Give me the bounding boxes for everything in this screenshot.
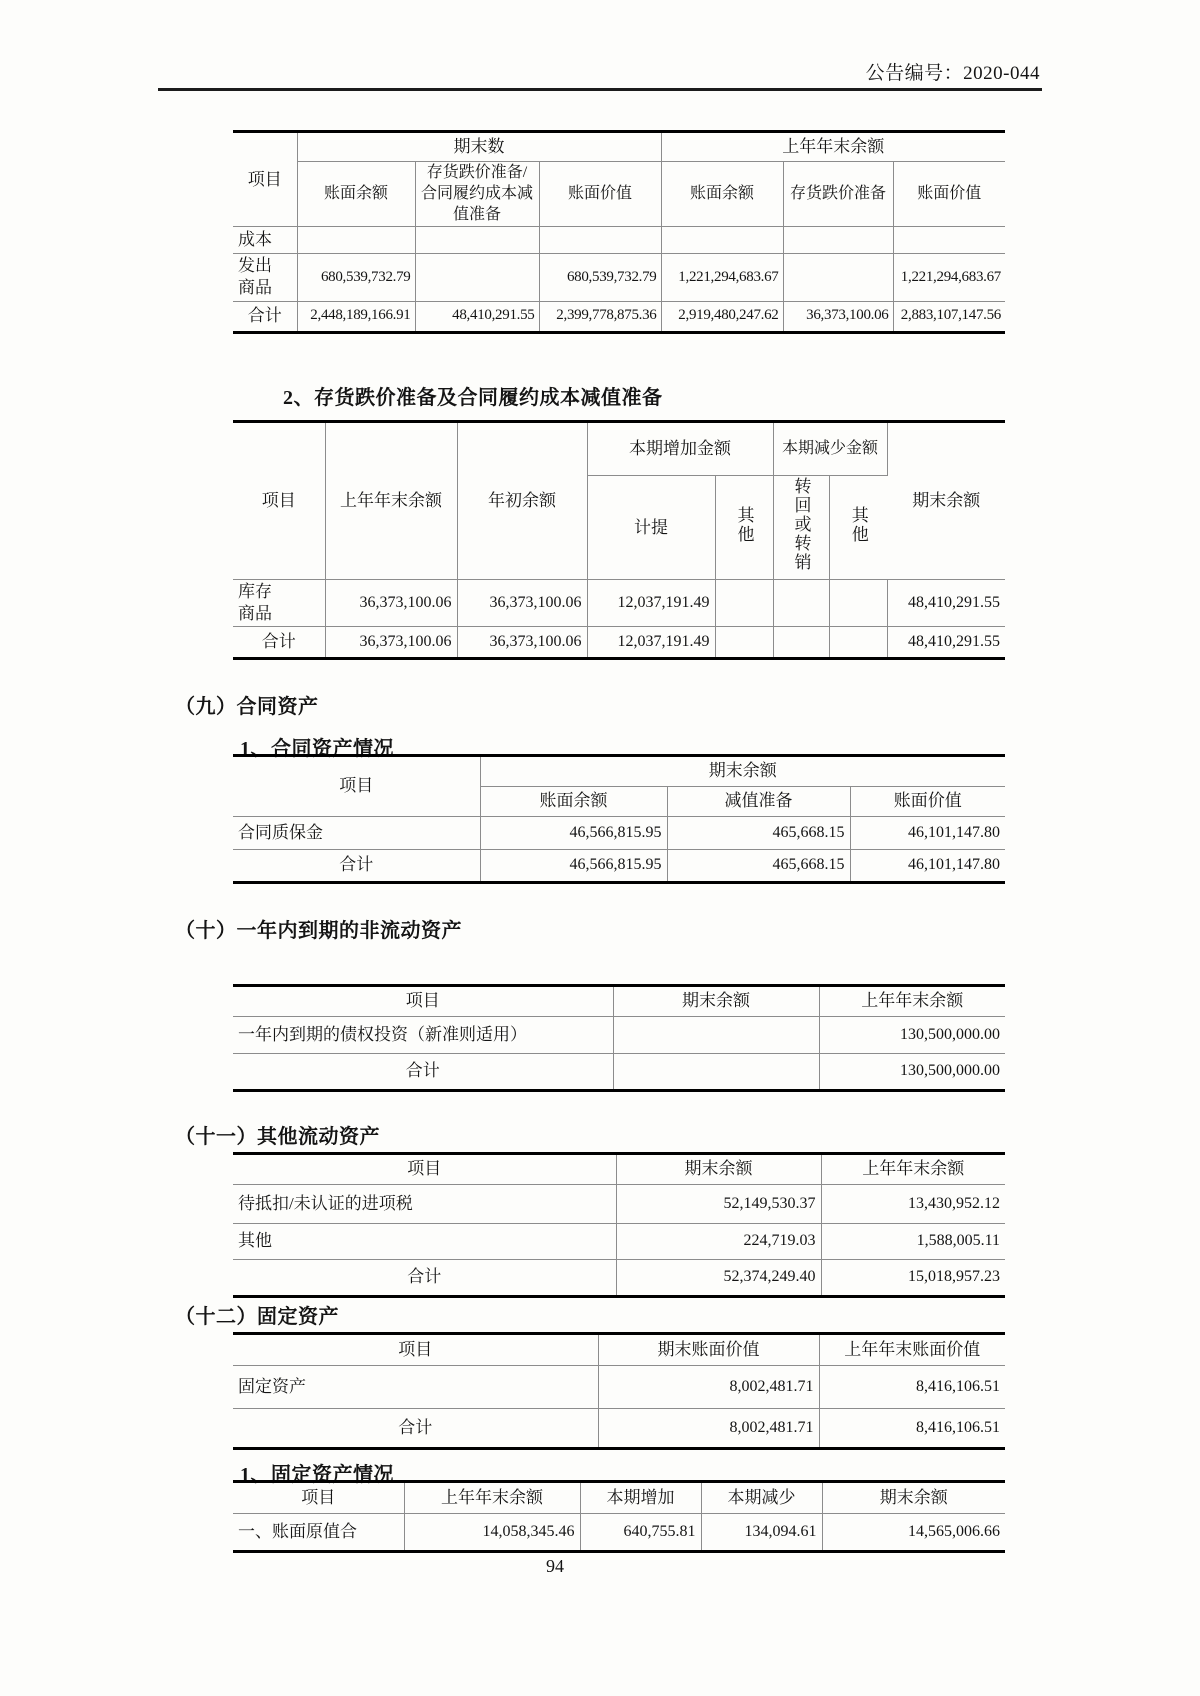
table-cell: 14,058,345.46: [404, 1514, 580, 1552]
column-header-provision: 存货跌价准备: [783, 162, 893, 227]
table-cell: [829, 580, 887, 627]
column-header-book-balance: 账面余额: [297, 162, 415, 227]
row-label-debt-investment: 一年内到期的债权投资（新准则适用）: [233, 1017, 613, 1054]
table-row: [233, 1185, 1005, 1224]
column-header-book-value: 账面价值: [539, 162, 661, 227]
table-cell: [415, 254, 539, 301]
other-current-assets-table: [233, 1152, 1005, 1298]
table-row: [233, 227, 1005, 254]
total-row: [233, 627, 1005, 659]
column-header-period-end: 期末余额: [613, 986, 819, 1017]
table-cell: 1,221,294,683.67: [893, 254, 1005, 301]
total-row: [233, 1054, 1005, 1091]
header-row: [233, 132, 1005, 162]
table-cell: 36,373,100.06: [325, 627, 457, 659]
column-header-period-end: 期末余额: [879, 1487, 948, 1507]
table-cell: 2,399,778,875.36: [539, 301, 661, 332]
inventory-provision-table: [233, 420, 1005, 660]
row-label-cost: 成本: [233, 227, 297, 254]
table-cell: [715, 627, 773, 659]
table-cell: 48,410,291.55: [415, 301, 539, 332]
table-cell: 36,373,100.06: [783, 301, 893, 332]
column-header-item: 项目: [233, 132, 297, 227]
table-cell: 48,410,291.55: [887, 580, 1005, 627]
column-header-prior-year: 上年年末余额: [862, 1159, 965, 1179]
table-cell: 465,668.15: [667, 817, 850, 850]
column-header-item: 项目: [233, 1482, 404, 1514]
column-header-year-begin: 年初余额: [457, 422, 587, 580]
table-cell: [783, 227, 893, 254]
table-cell: 8,002,481.71: [598, 1366, 819, 1409]
header-row: [233, 1482, 1005, 1514]
row-label-total: 合计: [233, 627, 325, 659]
table-cell: [829, 627, 887, 659]
contract-assets-table: [233, 754, 1005, 884]
column-header-other-increase: [715, 476, 773, 580]
section-heading-contract-assets: （九）合同资产: [175, 696, 319, 718]
table-row: [233, 1017, 1005, 1054]
section-heading-fixed-assets: （十二）固定资产: [175, 1306, 339, 1328]
table-cell: 640,755.81: [580, 1514, 701, 1552]
column-header-period-end: 期末余额: [616, 1154, 821, 1185]
row-label-retention-money: 合同质保金: [233, 817, 480, 850]
row-label-original-book-value: 一、账面原值合: [233, 1514, 404, 1552]
table-cell: 134,094.61: [701, 1514, 822, 1552]
table-cell: [773, 580, 829, 627]
table-cell: 1,588,005.11: [821, 1224, 1005, 1260]
column-header-reversal: [773, 476, 829, 580]
table-cell: 1,221,294,683.67: [661, 254, 783, 301]
row-label-goods-shipped: [233, 254, 297, 301]
row-label-total: 合计: [233, 1054, 613, 1091]
vertical-header-text: 其他: [734, 505, 754, 544]
table-cell: [661, 227, 783, 254]
table-cell: [715, 580, 773, 627]
table-cell: 680,539,732.79: [539, 254, 661, 301]
subsection-heading-fixed-assets-detail: 1、固定资产情况: [240, 1464, 394, 1486]
noncurrent-due-within-year-table: [233, 984, 1005, 1092]
row-label-text: 库存商品: [238, 582, 272, 624]
page-number: 94: [546, 1556, 564, 1576]
table-cell: 2,919,480,247.62: [661, 301, 783, 332]
table-cell: 465,668.15: [667, 850, 850, 883]
column-header-item: 项目: [233, 756, 480, 817]
table-cell: 2,448,189,166.91: [297, 301, 415, 332]
table-cell: 36,373,100.06: [457, 580, 587, 627]
table-cell: 46,566,815.95: [480, 850, 667, 883]
table-cell: 680,539,732.79: [297, 254, 415, 301]
table-cell: [613, 1054, 819, 1091]
row-label-total: 合计: [233, 1409, 598, 1449]
column-header-book-balance: 账面余额: [480, 787, 667, 817]
column-header-prior-year: 上年年末余额: [325, 422, 457, 580]
header-row: [233, 756, 1005, 787]
column-header-other-decrease: [829, 476, 887, 580]
row-label-total: 合计: [233, 1260, 616, 1297]
column-header-item: 项目: [233, 422, 325, 580]
row-label-total: 合计: [233, 301, 297, 332]
row-label-fixed-assets: 固定资产: [233, 1366, 598, 1409]
column-header-prior-year: 上年年末余额: [404, 1482, 580, 1514]
table-cell: [297, 227, 415, 254]
column-header-period-end: 期末余额: [912, 491, 981, 510]
table-row: [233, 254, 1005, 301]
table-cell: 14,565,006.66: [822, 1514, 1005, 1552]
header-row: [233, 162, 1005, 227]
section-heading-other-current-assets: （十一）其他流动资产: [175, 1126, 380, 1148]
column-header-accrual: 计提: [587, 476, 715, 580]
column-group-increase: 本期增加金额: [587, 422, 773, 476]
table-cell: [783, 254, 893, 301]
fixed-assets-table: [233, 1332, 1005, 1450]
inventory-breakdown-table: [233, 130, 1005, 334]
table-cell: 52,149,530.37: [616, 1185, 821, 1224]
table-cell: 8,416,106.51: [819, 1366, 1005, 1409]
column-header-increase: 本期增加: [580, 1482, 701, 1514]
table-cell: 8,416,106.51: [819, 1409, 1005, 1449]
column-header-end-book-value: 期末账面价值: [598, 1334, 819, 1366]
table-cell: 2,883,107,147.56: [893, 301, 1005, 332]
section-heading-inventory-provision: 2、存货跌价准备及合同履约成本减值准备: [283, 387, 663, 409]
column-header-decrease: 本期减少: [701, 1482, 822, 1514]
column-header-prior-book-value: 上年年末账面价值: [844, 1339, 981, 1359]
header-row: [233, 1334, 1005, 1366]
table-cell: 52,374,249.40: [616, 1260, 821, 1297]
row-label-total: 合计: [233, 850, 480, 883]
table-row: [233, 580, 1005, 627]
row-label-other: 其他: [233, 1224, 616, 1260]
column-header-provision: 减值准备: [667, 787, 850, 817]
table-cell: [893, 227, 1005, 254]
column-header-item: 项目: [233, 1334, 598, 1366]
table-cell: 130,500,000.00: [819, 1054, 1005, 1091]
table-cell: [773, 627, 829, 659]
table-cell: 12,037,191.49: [587, 580, 715, 627]
table-row: [233, 1514, 1005, 1552]
table-cell: 36,373,100.06: [325, 580, 457, 627]
table-row: [233, 817, 1005, 850]
table-cell: [613, 1017, 819, 1054]
total-row: [233, 1409, 1005, 1449]
table-cell: 46,101,147.80: [850, 850, 1005, 883]
row-label-text: 发出商品: [238, 256, 272, 298]
total-row: [233, 850, 1005, 883]
table-cell: 15,018,957.23: [821, 1260, 1005, 1297]
table-cell: 13,430,952.12: [821, 1185, 1005, 1224]
table-cell: 130,500,000.00: [819, 1017, 1005, 1054]
column-header-item: 项目: [233, 986, 613, 1017]
subsection-heading-contract-assets-detail: 1、合同资产情况: [240, 738, 394, 760]
fixed-assets-detail-table: [233, 1480, 1005, 1553]
table-cell: 48,410,291.55: [887, 627, 1005, 659]
column-header-item: 项目: [233, 1154, 616, 1185]
column-group-period-end: 期末数: [297, 132, 661, 162]
column-header-prior-year: 上年年末余额: [861, 991, 964, 1011]
header-divider: [158, 88, 1042, 91]
table-cell: 36,373,100.06: [457, 627, 587, 659]
vertical-header-text: 转回或转销: [791, 477, 811, 572]
table-row: [233, 1224, 1005, 1260]
vertical-header-text: 其他: [848, 505, 868, 544]
column-header-book-balance: 账面余额: [661, 162, 783, 227]
column-header-book-value: 账面价值: [893, 162, 1005, 227]
table-cell: 8,002,481.71: [598, 1409, 819, 1449]
column-group-prior-year: 上年年末余额: [782, 136, 885, 156]
column-group-decrease: 本期减少金额: [773, 422, 887, 476]
row-label-stock-goods: [233, 580, 325, 627]
announcement-number: 公告编号：2020-044: [865, 63, 1040, 84]
table-cell: 46,566,815.95: [480, 817, 667, 850]
row-label-input-tax: 待抵扣/未认证的进项税: [233, 1185, 616, 1224]
total-row: [233, 301, 1005, 332]
table-cell: [415, 227, 539, 254]
column-group-period-end: 期末余额: [708, 761, 777, 781]
table-cell: 46,101,147.80: [850, 817, 1005, 850]
table-row: [233, 1366, 1005, 1409]
table-cell: [539, 227, 661, 254]
column-header-book-value: 账面价值: [850, 787, 1005, 817]
total-row: [233, 1260, 1005, 1297]
section-heading-noncurrent-due-within-year: （十）一年内到期的非流动资产: [175, 920, 462, 942]
header-row: [233, 422, 1005, 476]
table-cell: 224,719.03: [616, 1224, 821, 1260]
header-row: [233, 986, 1005, 1017]
table-cell: 12,037,191.49: [587, 627, 715, 659]
header-row: [233, 1154, 1005, 1185]
column-header-provision-combined: 存货跌价准备/合同履约成本减值准备: [415, 162, 539, 227]
